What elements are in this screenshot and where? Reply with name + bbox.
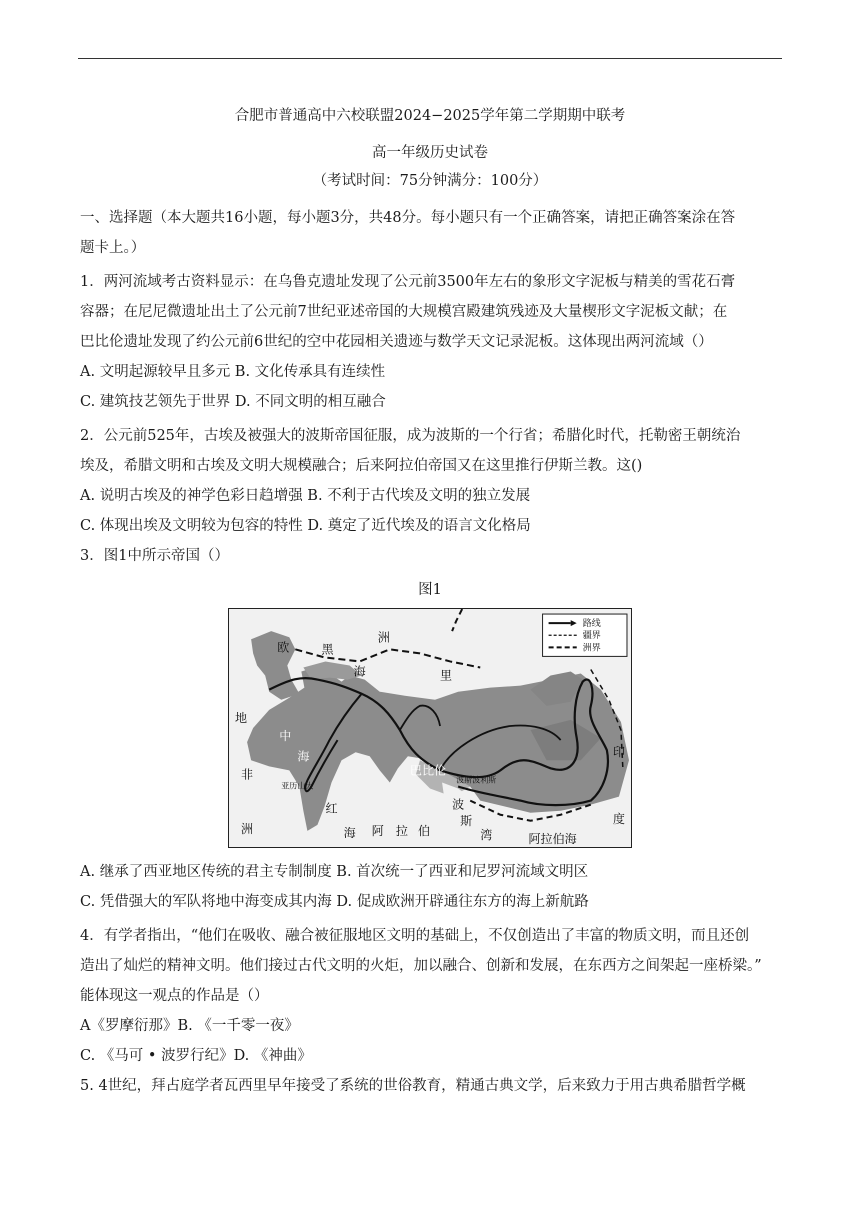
label-du: 度 [612,811,625,826]
label-hai-red: 海 [343,825,356,840]
q3-options-ab: A. 继承了西亚地区传统的君主专制制度 B. 首次统一了西亚和尼罗河流域文明区 [80,864,589,880]
q1-options-cd: C. 建筑技艺领先于世界 D. 不同文明的相互融合 [80,394,386,410]
legend-continent: 洲界 [582,643,601,654]
label-li: 里 [440,668,453,683]
label-babylon: 巴比伦 [409,763,447,778]
label-fei: 非 [241,767,254,782]
q4-stem-line3: 能体现这一观点的作品是（） [80,988,269,1004]
q5-stem-line1: 5. 4世纪，拜占庭学者瓦西里早年接受了系统的世俗教育，精通古典文学，后来致力于用古典希腊哲学概 [80,1078,746,1094]
label-ou: 欧 [277,640,290,655]
q1-stem-line1: 1．两河流域考古资料显示：在乌鲁克遗址发现了公元前3500年左右的象形文字泥板与精美的雪花石膏 [80,274,736,290]
label-hai-black: 海 [353,664,366,679]
q2-options-ab: A. 说明古埃及的神学色彩日趋增强 B. 不利于古代埃及文明的独立发展 [80,488,531,504]
exam-subtitle: 高一年级历史试卷 [372,145,488,161]
q4-stem-line1: 4．有学者指出，“他们在吸收、融合被征服地区文明的基础上，不仅创造出了丰富的物质文明，而且还创 [80,928,750,944]
section-instructions-line1: 一、选择题（本大题共16小题，每小题3分，共48分。每小题只有一个正确答案，请把正确答案涂在答 [80,210,736,226]
label-bo: 伯 [417,823,430,838]
label-hong: 红 [325,801,338,816]
exam-info: （考试时间：75分钟满分：100分） [312,173,548,189]
figure-title: 图1 [418,582,442,598]
q3-options-cd: C. 凭借强大的军队将地中海变成其内海 D. 促成欧洲开辟通往东方的海上新航路 [80,894,589,910]
label-di: 地 [235,710,248,725]
label-hei: 黑 [321,642,334,657]
label-bo-gulf: 波 [452,797,465,812]
legend-border: 疆界 [582,631,601,642]
label-arabian-sea: 阿拉伯海 [528,831,577,846]
label-a: 阿 [371,823,384,838]
label-persepolis: 波斯波利斯 [456,775,497,785]
q1-options-ab: A. 文明起源较早且多元 B. 文化传承具有连续性 [80,364,386,380]
q4-options-ab: A《罗摩衍那》B. 《一千零一夜》 [80,1018,299,1034]
label-alexandria: 亚历山大 [281,781,314,791]
q2-stem-line1: 2．公元前525年，古埃及被强大的波斯帝国征服，成为波斯的一个行省；希腊化时代，托勒密王朝统治 [80,428,741,444]
q2-options-cd: C. 体现出埃及文明较为包容的特性 D. 奠定了近代埃及的语言文化格局 [80,518,531,534]
label-wan-gulf: 湾 [480,827,493,842]
q4-stem-line2: 造出了灿烂的精神文明。他们接过古代文明的火炬，加以融合、创新和发展，在东西方之间架起一座桥梁。” [80,958,762,974]
q2-stem-line2: 埃及，希腊文明和古埃及文明大规模融合；后来阿拉伯帝国又在这里推行伊斯兰教。这() [80,458,643,474]
label-la: 拉 [395,823,408,838]
label-hai-med: 海 [297,749,310,764]
empire-map [228,608,632,848]
section-instructions-line2: 题卡上。） [80,240,146,256]
q1-stem-line2: 容器；在尼尼微遗址出土了公元前7世纪亚述帝国的大规模宫殿建筑残迹及大量楔形文字泥板文献；在 [80,304,728,320]
label-zhou-europe: 洲 [377,630,390,645]
label-zhong: 中 [279,729,292,744]
q3-stem: 3．图1中所示帝国（） [80,548,229,564]
q1-stem-line3: 巴比伦遗址发现了约公元前6世纪的空中花园相关遗迹与数学天文记录泥板。这体现出两河流域（） [80,334,713,350]
legend-route: 路线 [582,619,601,630]
exam-title: 合肥市普通高中六校联盟2024−2025学年第二学期期中联考 [234,108,626,124]
q4-options-cd: C. 《马可 • 波罗行纪》D. 《神曲》 [80,1048,312,1064]
header-rule [78,58,782,59]
label-yin: 印 [612,745,625,760]
label-si-gulf: 斯 [460,813,473,828]
label-zhou-africa: 洲 [241,821,254,836]
